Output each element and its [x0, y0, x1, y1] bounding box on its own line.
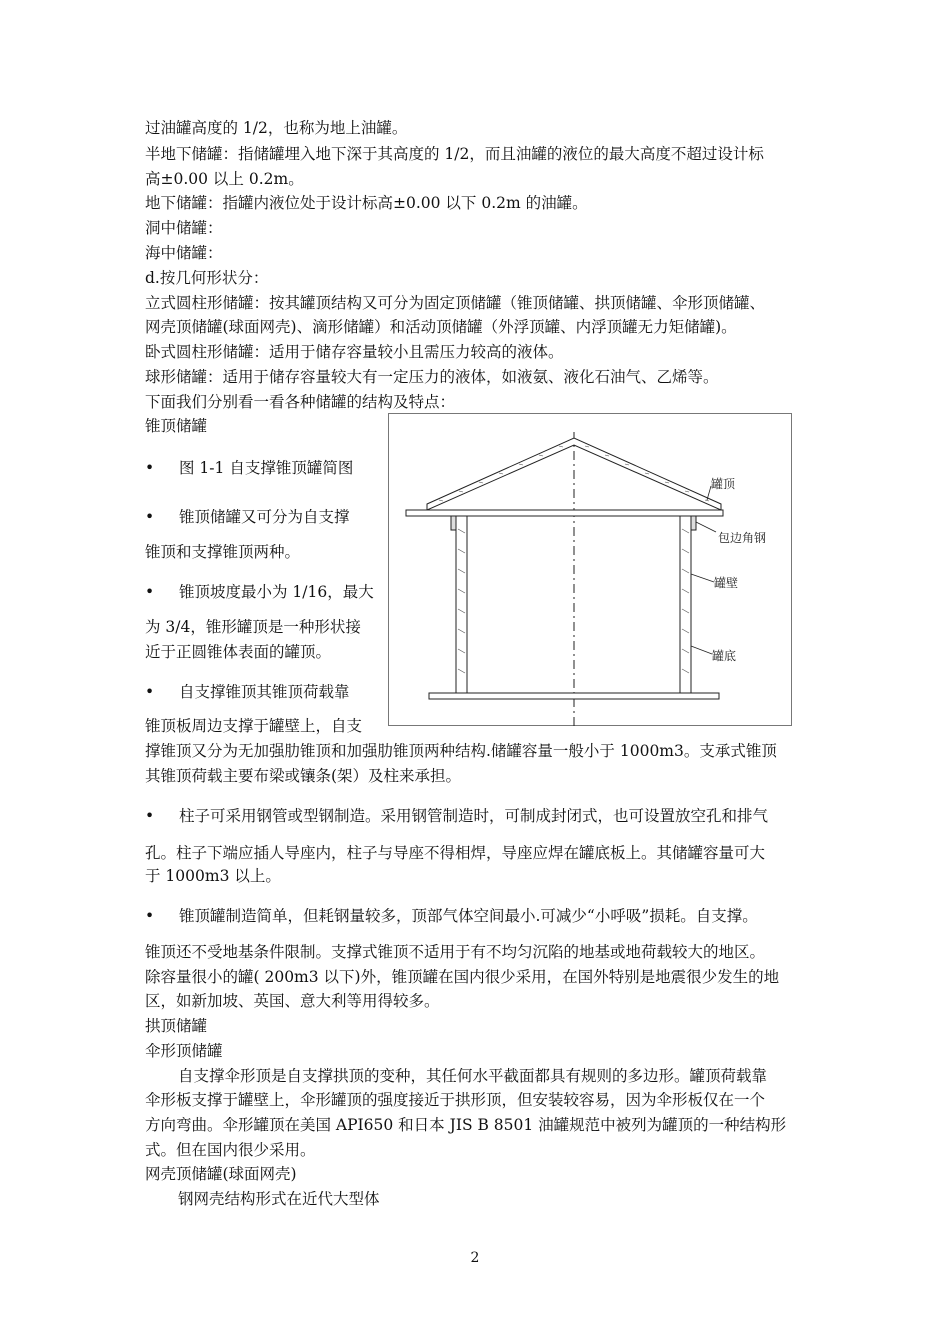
section-heading: 网壳顶储罐(球面网壳)	[145, 1165, 297, 1183]
section-heading: 拱顶储罐	[145, 1017, 208, 1035]
text-line: 海中储罐：	[145, 244, 223, 262]
text-line: 洞中储罐：	[145, 219, 223, 237]
bullet-item: • 锥顶储罐又可分为自支撑	[145, 508, 350, 526]
bullet-symbol: •	[145, 907, 155, 925]
label-bottom: 罐底	[712, 649, 737, 663]
text-line: 半地下储罐：指储罐埋入地下深于其高度的 1/2，而且油罐的液位的最大高度不超过设计标	[145, 145, 764, 163]
figure-caption: 图 1-1 自支撑锥顶罐简图	[179, 459, 354, 477]
text-line: 孔。柱子下端应插人导座内，柱子与导座不得相焊，导座应焊在罐底板上。其储罐容量可大	[145, 844, 766, 862]
label-roof: 罐顶	[711, 477, 736, 491]
text-line: 伞形板支撑于罐壁上，伞形罐顶的强度接近于拱形顶，但安装较容易，因为伞形板仅在一个	[145, 1091, 766, 1109]
page-number: 2	[470, 1250, 480, 1266]
text-line: 其锥顶荷载主要布梁或镶条(架）及柱来承担。	[145, 767, 462, 785]
text-line: 网壳顶储罐(球面网壳)、滴形储罐）和活动顶储罐（外浮顶罐、内浮顶罐无力矩储罐)。	[145, 318, 737, 336]
leader-wall	[691, 574, 714, 582]
text-line: d.按几何形状分：	[145, 269, 269, 287]
text-line: 锥顶和支撑锥顶两种。	[145, 543, 301, 561]
text-line: 式。但在国内很少采用。	[145, 1141, 316, 1159]
text-line: 高±0.00 以上 0.2m。	[145, 170, 304, 188]
text-line: 立式圆柱形储罐：按其罐顶结构又可分为固定顶储罐（锥顶储罐、拱顶储罐、伞形顶储罐、	[145, 294, 766, 312]
tank-diagram	[388, 413, 792, 726]
text-line: 地下储罐：指罐内液位处于设计标高±0.00 以下 0.2m 的油罐。	[145, 194, 588, 212]
text-line: 下面我们分别看一看各种储罐的结构及特点：	[145, 393, 456, 411]
top-flange	[406, 510, 723, 516]
bullet-item	[145, 458, 353, 478]
label-angle: 包边角钢	[718, 531, 767, 545]
bullet-item: • 锥顶坡度最小为 1/16，最大	[145, 583, 374, 601]
text-line: 除容量很小的罐( 200m3 以下)外，锥顶罐在国内很少采用，在国外特别是地震很少发生的地	[145, 968, 780, 986]
section-heading: 锥顶储罐	[145, 417, 208, 435]
text-line: 方向弯曲。伞形罐顶在美国 API650 和日本 JIS B 8501 油罐规范中被列为罐顶的一种结构形	[145, 1116, 787, 1134]
bottom-plate	[429, 693, 719, 699]
wall-right	[680, 516, 691, 697]
bullet-item: • 锥顶罐制造简单，但耗钢量较多，顶部气体空间最小.可减少“小呼吸”损耗。自支撑。	[145, 907, 758, 925]
cone-roof-tank-drawing	[389, 414, 793, 727]
text-line: 区，如新加坡、英国、意大利等用得较多。	[145, 992, 440, 1010]
bullet-symbol: •	[145, 807, 155, 825]
leader-angle	[696, 522, 716, 532]
leader-bottom	[691, 646, 712, 654]
bullet-symbol: •	[145, 583, 155, 601]
text-line: 于 1000m3 以上。	[145, 867, 281, 885]
text-line: 过油罐高度的 1/2，也称为地上油罐。	[145, 119, 408, 137]
text-line: 撑锥顶又分为无加强肋锥顶和加强肋锥顶两种结构.储罐容量一般小于 1000m3。支承式锥顶	[145, 742, 777, 760]
bullet-symbol: •	[145, 508, 155, 526]
text-line: 球形储罐：适用于储存容量较大有一定压力的液体，如液氨、液化石油气、乙烯等。	[145, 368, 719, 386]
text-line: 近于正圆锥体表面的罐顶。	[145, 643, 332, 661]
text-line: 锥顶板周边支撑于罐壁上，自支	[145, 717, 363, 735]
section-heading: 伞形顶储罐	[145, 1042, 223, 1060]
label-wall: 罐壁	[714, 576, 739, 590]
bullet-item: • 柱子可采用钢管或型钢制造。采用钢管制造时，可制成封闭式，也可设置放空孔和排气	[145, 807, 769, 825]
bullet-symbol: •	[145, 459, 155, 477]
text-line: 钢网壳结构形式在近代大型体	[178, 1190, 380, 1208]
text-line: 自支撑伞形顶是自支撑拱顶的变种，其任何水平截面都具有规则的多边形。罐顶荷载靠	[178, 1067, 768, 1085]
bullet-item: • 自支撑锥顶其锥顶荷载靠	[145, 683, 350, 701]
text-line: 锥顶还不受地基条件限制。支撑式锥顶不适用于有不均匀沉陷的地基或地荷载较大的地区。	[145, 943, 766, 961]
wall-left	[456, 516, 467, 697]
bullet-symbol: •	[145, 683, 155, 701]
text-line: 为 3/4，锥形罐顶是一种形状接	[145, 618, 361, 636]
text-line: 卧式圆柱形储罐：适用于储存容量较小且需压力较高的液体。	[145, 343, 564, 361]
